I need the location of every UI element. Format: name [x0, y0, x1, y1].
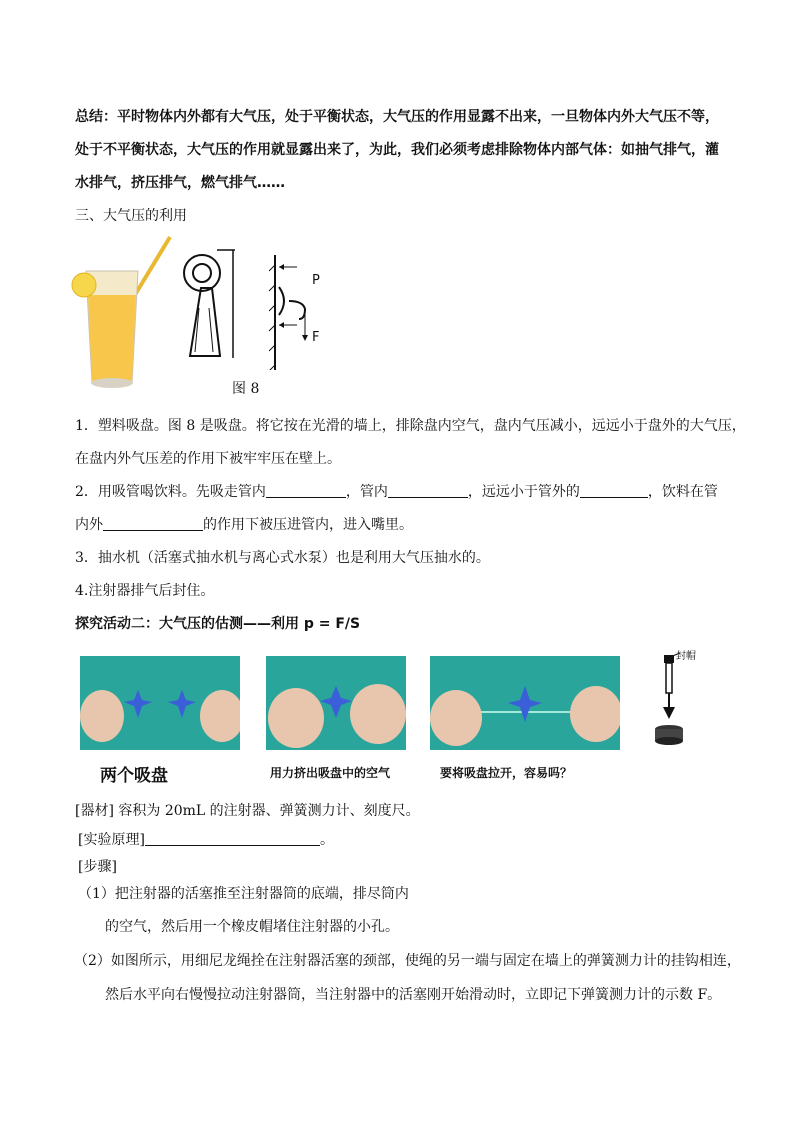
blank-1[interactable]: [266, 483, 346, 498]
item-4: 4.注射器排气后封住。: [75, 583, 215, 599]
item-2-text-e: 内外: [75, 517, 103, 533]
photo-squeeze-air: [266, 656, 406, 750]
caption-squeeze-air: 用力挤出吸盘中的空气: [270, 766, 391, 780]
blank-2[interactable]: [388, 483, 468, 498]
principle-blank[interactable]: [145, 831, 320, 846]
syringe-cap-label: 封帽: [676, 651, 696, 662]
item-2-text-a: 2．用吸管喝饮料。先吸走管内: [75, 484, 266, 500]
item-3: 3．抽水机（活塞式抽水机与离心式水泵）也是利用大气压抽水的。: [75, 550, 490, 566]
principle-line: [78, 829, 334, 849]
juice-glass-image: [70, 233, 180, 391]
item-2-line-1: [75, 481, 718, 501]
summary-line-2: 处于不平衡状态，大气压的作用就显露出来了，为此，我们必须考虑排除物体内部气体：如抽气排气，灌: [75, 142, 719, 158]
item-2-text-d: ，饮料在管: [647, 484, 718, 500]
label-p: P: [312, 273, 320, 288]
step-2-line-1: （2）如图所示，用细尼龙绳拴在注射器活塞的颈部，使绳的另一端与固定在墙上的弹簧测力计的挂钩相连，: [74, 953, 741, 969]
principle-label: [实验原理]: [78, 832, 145, 848]
photo-pull-apart: [430, 656, 620, 750]
activity-2-title: 探究活动二：大气压的估测——利用 p = F/S: [75, 616, 361, 632]
caption-pull-apart: 要将吸盘拉开，容易吗？: [440, 766, 573, 780]
blank-4[interactable]: [103, 516, 203, 531]
step-1-line-2: 的空气，然后用一个橡皮帽堵住注射器的小孔。: [105, 919, 399, 935]
caption-two-suction-cups: 两个吸盘: [100, 766, 168, 786]
item-2-text-b: ，管内: [345, 484, 388, 500]
equipment-line: [器材] 容积为 20mL 的注射器、弹簧测力计、刻度尺。: [75, 803, 420, 819]
label-f: F: [312, 330, 320, 345]
steps-label: [步骤]: [78, 859, 117, 875]
item-1-line-2: 在盘内外气压差的作用下被牢牢压在壁上。: [75, 451, 341, 467]
item-2-line-2: [75, 514, 413, 534]
blank-3[interactable]: [580, 483, 648, 498]
principle-end: 。: [319, 832, 334, 848]
photo-two-suction-cups: [80, 656, 240, 750]
summary-line-1: 总结：平时物体内外都有大气压，处于平衡状态，大气压的作用显露不出来，一旦物体内外大气压不等，: [75, 109, 719, 125]
item-2-text-c: ，远远小于管外的: [467, 484, 580, 500]
item-2-text-f: 的作用下被压进管内，进入嘴里。: [203, 517, 413, 533]
step-1-line-1: （1）把注射器的活塞推至注射器筒的底端，排尽筒内: [78, 886, 409, 902]
summary-line-3: 水排气，挤压排气，燃气排气……: [75, 175, 285, 191]
hook-on-wall-image: [175, 248, 245, 374]
item-1-line-1: 1．塑料吸盘。图 8 是吸盘。将它按在光滑的墙上，排除盘内空气，盘内气压减小，远远小于盘外的大气压，: [75, 418, 746, 434]
step-2-line-2: 然后水平向右慢慢拉动注射器筒，当注射器中的活塞刚开始滑动时，立即记下弹簧测力计的示数 F。: [105, 987, 722, 1003]
section-3-title: 三、大气压的利用: [75, 208, 187, 224]
figure-8-caption: 图 8: [232, 381, 260, 397]
suction-cup-diagram: [265, 255, 335, 370]
